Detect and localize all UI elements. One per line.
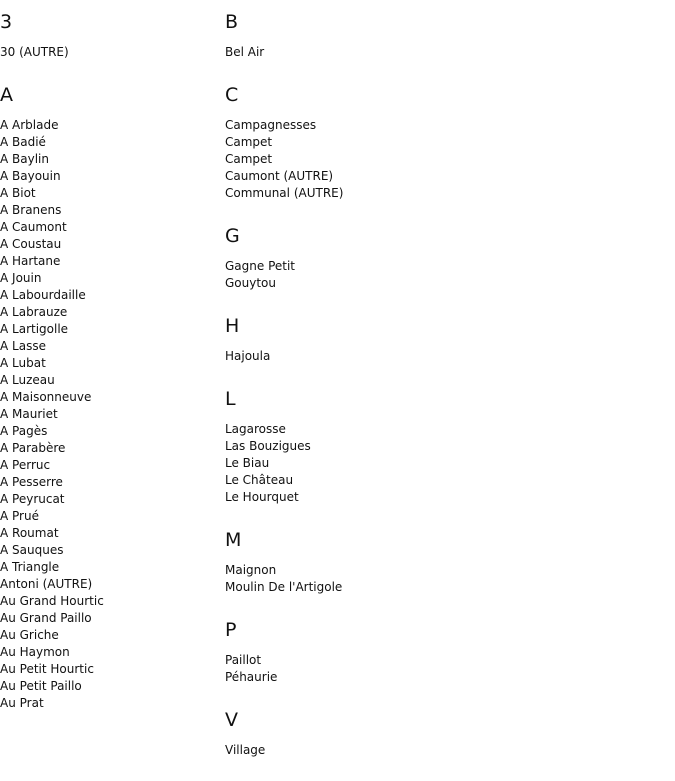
place-item-a-pages[interactable]: A Pagès <box>0 424 48 438</box>
place-item-a-hartane[interactable]: A Hartane <box>0 254 61 268</box>
place-list <box>225 44 665 61</box>
place-list <box>225 348 665 365</box>
place-item-a-lubat[interactable]: A Lubat <box>0 356 46 370</box>
place-item-a-arblade[interactable]: A Arblade <box>0 118 59 132</box>
place-list <box>225 742 665 759</box>
place-item-a-labrauze[interactable]: A Labrauze <box>0 305 68 319</box>
place-item-30-autre[interactable]: 30 (AUTRE) <box>0 45 69 59</box>
group-heading-p: P <box>225 619 237 641</box>
place-item-bel-air[interactable]: Bel Air <box>225 45 265 59</box>
group-heading-h: H <box>225 315 240 337</box>
place-item-a-branens[interactable]: A Branens <box>0 203 62 217</box>
place-item-gagne-petit[interactable]: Gagne Petit <box>225 259 296 273</box>
right-column <box>225 10 665 781</box>
place-item-au-prat[interactable]: Au Prat <box>0 696 44 710</box>
place-item-campet[interactable]: Campet <box>225 152 273 166</box>
letter-group-3 <box>0 10 220 61</box>
place-item-campagnesses[interactable]: Campagnesses <box>225 118 317 132</box>
place-list <box>225 652 665 686</box>
letter-group-a <box>0 83 220 712</box>
place-item-communal-autre[interactable]: Communal (AUTRE) <box>225 186 344 200</box>
place-item-a-prue[interactable]: A Prué <box>0 509 39 523</box>
place-item-antoni-autre[interactable]: Antoni (AUTRE) <box>0 577 93 591</box>
place-item-a-perruc[interactable]: A Perruc <box>0 458 51 472</box>
place-list <box>0 44 220 61</box>
place-item-a-maisonneuve[interactable]: A Maisonneuve <box>0 390 92 404</box>
place-item-gouytou[interactable]: Gouytou <box>225 276 276 290</box>
place-item-a-jouin[interactable]: A Jouin <box>0 271 42 285</box>
letter-group-b <box>225 10 665 61</box>
letter-group-c <box>225 83 665 202</box>
place-item-a-mauriet[interactable]: A Mauriet <box>0 407 58 421</box>
place-list <box>0 117 220 712</box>
place-item-a-badie[interactable]: A Badié <box>0 135 46 149</box>
letter-group-p <box>225 618 665 686</box>
place-item-au-petit-paillo[interactable]: Au Petit Paillo <box>0 679 82 693</box>
place-item-a-coustau[interactable]: A Coustau <box>0 237 62 251</box>
place-list <box>225 258 665 292</box>
group-heading-v: V <box>225 709 238 731</box>
letter-group-h <box>225 314 665 365</box>
group-heading-l: L <box>225 388 236 410</box>
letter-group-l <box>225 387 665 506</box>
place-item-le-biau[interactable]: Le Biau <box>225 456 270 470</box>
place-item-a-biot[interactable]: A Biot <box>0 186 36 200</box>
place-list <box>225 117 665 202</box>
place-item-a-pesserre[interactable]: A Pesserre <box>0 475 63 489</box>
letter-group-v <box>225 708 665 759</box>
place-item-a-baylin[interactable]: A Baylin <box>0 152 49 166</box>
place-item-au-petit-hourtic[interactable]: Au Petit Hourtic <box>0 662 94 676</box>
place-item-a-parabere[interactable]: A Parabère <box>0 441 66 455</box>
place-item-pehaurie[interactable]: Péhaurie <box>225 670 278 684</box>
place-item-au-grand-hourtic[interactable]: Au Grand Hourtic <box>0 594 104 608</box>
place-item-a-lasse[interactable]: A Lasse <box>0 339 46 353</box>
left-column <box>0 10 220 734</box>
group-heading-3: 3 <box>0 11 13 33</box>
letter-group-m <box>225 528 665 596</box>
place-list <box>225 421 665 506</box>
place-item-le-chateau[interactable]: Le Château <box>225 473 294 487</box>
group-heading-g: G <box>225 225 240 247</box>
place-item-au-grand-paillo[interactable]: Au Grand Paillo <box>0 611 92 625</box>
place-item-las-bouzigues[interactable]: Las Bouzigues <box>225 439 311 453</box>
place-item-le-hourquet[interactable]: Le Hourquet <box>225 490 299 504</box>
place-item-village[interactable]: Village <box>225 743 266 757</box>
place-item-a-caumont[interactable]: A Caumont <box>0 220 67 234</box>
place-item-caumont-autre[interactable]: Caumont (AUTRE) <box>225 169 334 183</box>
group-heading-a: A <box>0 84 13 106</box>
place-list <box>225 562 665 596</box>
letter-group-g <box>225 224 665 292</box>
place-item-a-lartigolle[interactable]: A Lartigolle <box>0 322 69 336</box>
place-item-au-haymon[interactable]: Au Haymon <box>0 645 70 659</box>
place-item-maignon[interactable]: Maignon <box>225 563 277 577</box>
place-item-a-luzeau[interactable]: A Luzeau <box>0 373 55 387</box>
place-item-a-sauques[interactable]: A Sauques <box>0 543 64 557</box>
place-item-moulin-de-l-artigole[interactable]: Moulin De l'Artigole <box>225 580 343 594</box>
place-item-hajoula[interactable]: Hajoula <box>225 349 271 363</box>
place-item-a-roumat[interactable]: A Roumat <box>0 526 59 540</box>
place-item-campet[interactable]: Campet <box>225 135 273 149</box>
place-item-paillot[interactable]: Paillot <box>225 653 262 667</box>
place-item-au-griche[interactable]: Au Griche <box>0 628 59 642</box>
place-item-a-labourdaille[interactable]: A Labourdaille <box>0 288 86 302</box>
place-item-a-triangle[interactable]: A Triangle <box>0 560 60 574</box>
place-item-a-bayouin[interactable]: A Bayouin <box>0 169 61 183</box>
group-heading-m: M <box>225 529 242 551</box>
place-item-a-peyrucat[interactable]: A Peyrucat <box>0 492 65 506</box>
group-heading-c: C <box>225 84 239 106</box>
group-heading-b: B <box>225 11 239 33</box>
place-item-lagarosse[interactable]: Lagarosse <box>225 422 286 436</box>
